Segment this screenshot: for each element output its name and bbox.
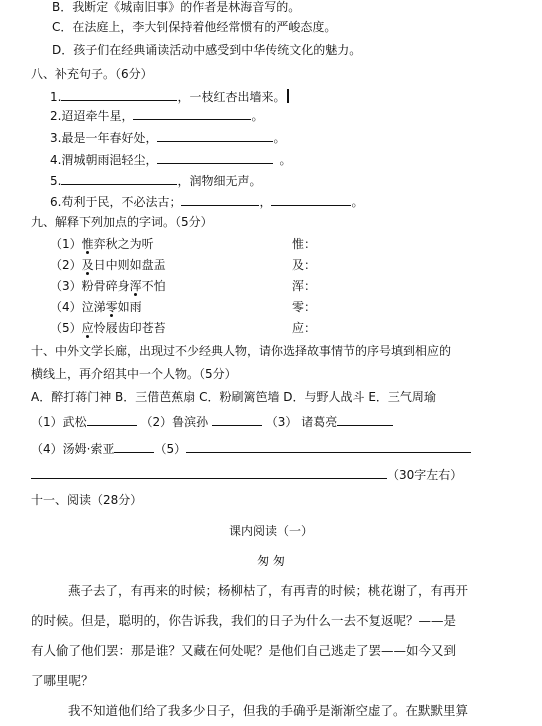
answer-blank[interactable] [181, 193, 259, 206]
q10-row-1: （1）武松 （2）鲁滨孙 （3） 诸葛亮 [31, 413, 393, 430]
q8-item-1: 1. ，一枝红杏出墙来。 [50, 88, 289, 105]
q9-title: 九、解释下列加点的字词。（5分） [31, 215, 213, 229]
q9-item-4-answer[interactable]: 零： [292, 300, 317, 314]
answer-blank[interactable] [61, 172, 177, 185]
answer-blank[interactable] [186, 440, 471, 453]
q9-item-2: （2）及日中则如盘盂 [50, 258, 166, 272]
q9-item-1: （1）惟弈秋之为听 [50, 237, 154, 251]
q9-item-1-answer[interactable]: 惟： [292, 237, 317, 251]
answer-blank[interactable] [337, 413, 393, 426]
q8-item-5: 5. ，润物细无声。 [50, 174, 262, 188]
q9-item-3: （3）粉骨碎身浑不怕 [50, 279, 166, 293]
q8-item-2: 2.迢迢牵牛星， 。 [50, 109, 264, 123]
q8-item-4: 4.渭城朝雨浥轻尘， 。 [50, 153, 292, 167]
q9-item-5-answer[interactable]: 应： [292, 321, 317, 335]
q9-item-2-answer[interactable]: 及： [292, 258, 317, 272]
answer-blank[interactable] [133, 107, 251, 120]
q7-option-b: B．我断定《城南旧事》的作者是林海音写的。 [52, 0, 301, 14]
q9-item-3-answer[interactable]: 浑： [292, 279, 317, 293]
answer-blank[interactable] [157, 151, 273, 164]
q10-options: A．醉打蒋门神 B．三借芭蕉扇 C．粉刷篱笆墙 D．与野人战斗 E．三气周瑜 [31, 390, 436, 404]
passage-heading: 匆 匆 [257, 554, 285, 568]
answer-blank[interactable] [212, 413, 262, 426]
answer-blank[interactable] [157, 129, 273, 142]
q7-option-c: C．在法庭上，李大钊保持着他经常惯有的严峻态度。 [52, 20, 337, 34]
q10-row-3: （30字左右） [31, 466, 462, 483]
answer-blank[interactable] [61, 88, 177, 101]
q10-title-line1: 十、中外文学长廊，出现过不少经典人物，请你选择故事情节的序号填到相应的 [31, 344, 452, 358]
q8-title: 八、补充句子。（6分） [31, 67, 153, 81]
q8-item-6: 6.苟利于民，不必法古； ， 。 [50, 195, 364, 209]
passage-line: 的时候。但是，聪明的，你告诉我，我们的日子为什么一去不复返呢？——是 [31, 613, 457, 628]
passage-line: 有人偷了他们罢：那是谁？又藏在何处呢？是他们自己逃走了罢——如今又到 [31, 643, 457, 658]
answer-blank[interactable] [114, 440, 154, 453]
reading-subtitle: 课内阅读（一） [228, 524, 313, 538]
passage-line: 我不知道他们给了我多少日子，但我的手确乎是渐渐空虚了。在默默里算 [68, 703, 469, 718]
q9-item-5: （5）应怜屐齿印苍苔 [50, 321, 166, 335]
answer-blank[interactable] [87, 413, 137, 426]
answer-blank[interactable] [31, 466, 387, 479]
passage-line: 了哪里呢？ [31, 673, 94, 688]
answer-blank[interactable] [271, 193, 351, 206]
q7-option-d: D．孩子们在经典诵读活动中感受到中华传统文化的魅力。 [52, 43, 362, 57]
q10-row-2: （4）汤姆·索亚 （5） [31, 440, 471, 457]
q11-title: 十一、阅读（28分） [31, 493, 143, 507]
text-cursor [287, 89, 289, 103]
passage-line: 燕子去了，有再来的时候；杨柳枯了，有再青的时候；桃花谢了，有再开 [68, 583, 469, 598]
q9-item-4: （4）泣涕零如雨 [50, 300, 142, 314]
q10-title-line2: 横线上，再介绍其中一个人物。（5分） [31, 367, 237, 381]
q8-item-3: 3.最是一年春好处， 。 [50, 131, 286, 145]
